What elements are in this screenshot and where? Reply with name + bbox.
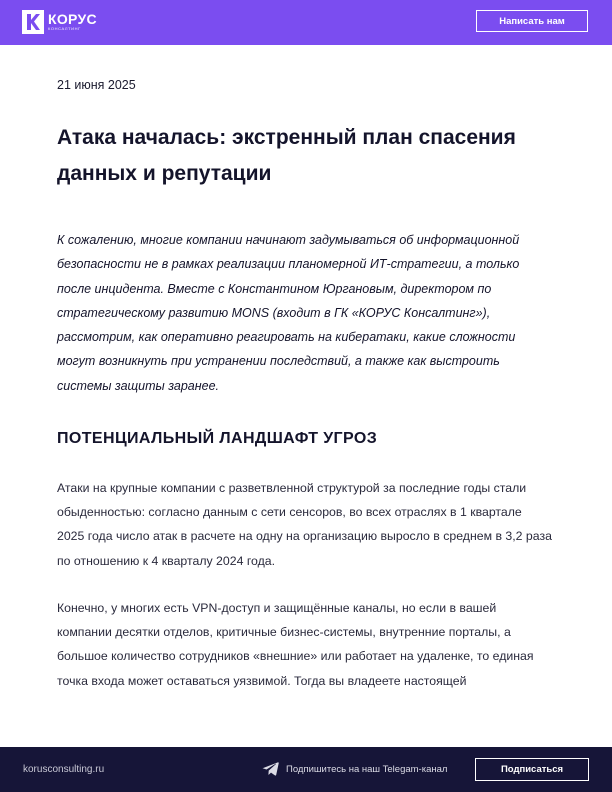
article-date: 21 июня 2025: [57, 78, 136, 92]
article-title: Атака началась: экстренный план спасения данных и репутации: [57, 126, 516, 185]
logo-text: КОРУС: [48, 11, 97, 27]
bottom-bar: [0, 747, 612, 792]
telegram-icon[interactable]: [262, 762, 279, 776]
logo-subtext: КОНСАЛТИНГ: [48, 26, 81, 31]
telegram-subscribe-text[interactable]: Подпишитесь на наш Telegam-канал: [286, 764, 448, 775]
korus-logo-mark-icon: [22, 10, 44, 34]
write-us-button[interactable]: Написать нам: [476, 10, 588, 32]
section-heading: ПОТЕНЦИАЛЬНЫЙ ЛАНДШАФТ УГРОЗ: [57, 430, 378, 447]
korus-logo[interactable]: [22, 10, 102, 36]
top-bar: [0, 0, 612, 45]
article-lead: К сожалению, многие компании начинают задумываться об информационной безопасности не в рамках реализации планомерной ИТ-стратегии, а только после инцидента. Вместе с Константином Юргановым, директором по стратегическому развитию MONS (входит в ГК «КОРУС Консалтинг»), рассмотрим, как оперативно реагировать на кибератаки, какие сложности могут возникнуть при устранении последствий, а также как выстроить системы защиты заранее.: [57, 233, 520, 393]
article-paragraph: Атаки на крупные компании с разветвленной структурой за последние годы стали обыденностью: согласно данным с сети сенсоров, во всех отраслях в 1 квартале 2025 года число атак в расчете на одну на организацию выросло в среднем в 3,2 раза по отношению к 4 кварталу 2024 года.: [57, 481, 552, 568]
site-link[interactable]: korusconsulting.ru: [23, 764, 105, 775]
article-paragraph: Конечно, у многих есть VPN-доступ и защищённые каналы, но если в вашей компании десятки отделов, критичные бизнес-системы, внутренние порталы, а большое количество сотрудников «внешние» или работает на удаленке, то единая точка входа может оставаться уязвимой. Тогда вы владеете настоящей: [57, 601, 534, 688]
subscribe-button[interactable]: Подписаться: [475, 758, 589, 781]
